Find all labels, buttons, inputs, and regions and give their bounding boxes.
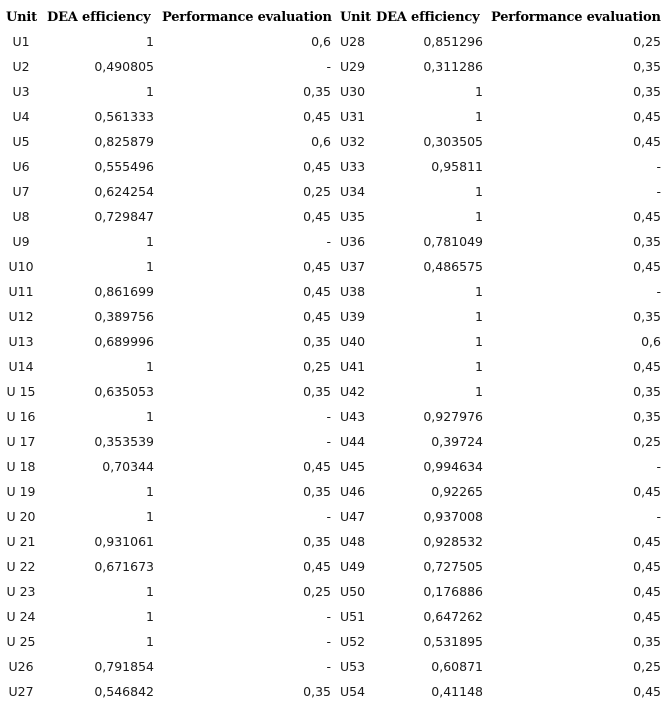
unit-cell: U 18: [6, 459, 36, 474]
header-perf-right: Performance evaluation: [491, 10, 661, 25]
unit-cell: U34: [340, 184, 366, 199]
unit-cell: U12: [8, 309, 34, 324]
dea-efficiency-cell: 0,303505: [423, 134, 483, 149]
dea-efficiency-cell: 0,486575: [423, 259, 483, 274]
unit-cell: U2: [12, 59, 30, 74]
unit-cell: U35: [340, 209, 366, 224]
unit-cell: U45: [340, 459, 366, 474]
unit-cell: U33: [340, 159, 366, 174]
dea-efficiency-cell: 0,92265: [431, 484, 483, 499]
dea-efficiency-cell: 1: [475, 334, 483, 349]
dea-efficiency-cell: 0,176886: [423, 584, 483, 599]
performance-evaluation-cell: 0,35: [633, 309, 661, 324]
unit-cell: U14: [8, 359, 34, 374]
unit-cell: U 16: [6, 409, 36, 424]
dea-efficiency-cell: 1: [146, 84, 154, 99]
header-perf-left: Performance evaluation: [162, 10, 332, 25]
unit-cell: U46: [340, 484, 366, 499]
dea-efficiency-cell: 0,727505: [423, 559, 483, 574]
unit-cell: U48: [340, 534, 366, 549]
performance-evaluation-cell: -: [326, 634, 331, 649]
performance-evaluation-cell: 0,35: [633, 634, 661, 649]
dea-efficiency-cell: 1: [475, 359, 483, 374]
performance-evaluation-cell: 0,35: [303, 534, 331, 549]
dea-efficiency-cell: 0,647262: [423, 609, 483, 624]
dea-efficiency-cell: 1: [475, 209, 483, 224]
dea-efficiency-cell: 1: [146, 609, 154, 624]
dea-efficiency-cell: 1: [146, 584, 154, 599]
dea-efficiency-cell: 0,689996: [94, 334, 154, 349]
dea-efficiency-cell: 0,927976: [423, 409, 483, 424]
dea-efficiency-cell: 0,353539: [94, 434, 154, 449]
unit-cell: U44: [340, 434, 366, 449]
performance-evaluation-cell: -: [326, 609, 331, 624]
unit-cell: U37: [340, 259, 366, 274]
header-dea-right: DEA efficiency: [376, 10, 480, 25]
dea-efficiency-cell: 0,555496: [94, 159, 154, 174]
dea-efficiency-cell: 0,41148: [431, 684, 483, 699]
performance-evaluation-cell: 0,6: [311, 134, 331, 149]
unit-cell: U49: [340, 559, 366, 574]
performance-evaluation-cell: 0,35: [303, 334, 331, 349]
dea-efficiency-cell: 0,928532: [423, 534, 483, 549]
unit-cell: U 21: [6, 534, 36, 549]
dea-efficiency-cell: 1: [475, 284, 483, 299]
performance-evaluation-cell: 0,45: [633, 484, 661, 499]
dea-efficiency-cell: 0,937008: [423, 509, 483, 524]
performance-evaluation-cell: 0,45: [633, 534, 661, 549]
unit-cell: U41: [340, 359, 366, 374]
performance-evaluation-cell: 0,45: [303, 309, 331, 324]
unit-cell: U29: [340, 59, 366, 74]
dea-efficiency-cell: 0,729847: [94, 209, 154, 224]
performance-evaluation-cell: 0,45: [303, 559, 331, 574]
performance-evaluation-cell: 0,45: [633, 259, 661, 274]
unit-cell: U40: [340, 334, 366, 349]
performance-evaluation-cell: 0,35: [633, 384, 661, 399]
performance-evaluation-cell: 0,25: [303, 184, 331, 199]
performance-evaluation-cell: 0,25: [633, 434, 661, 449]
dea-efficiency-cell: 1: [146, 259, 154, 274]
unit-cell: U 25: [6, 634, 36, 649]
performance-evaluation-cell: 0,35: [303, 84, 331, 99]
unit-cell: U27: [8, 684, 34, 699]
performance-evaluation-cell: 0,45: [633, 359, 661, 374]
performance-evaluation-cell: -: [656, 459, 661, 474]
dea-efficiency-cell: 0,490805: [94, 59, 154, 74]
header-dea-left: DEA efficiency: [47, 10, 151, 25]
dea-efficiency-cell: 0,389756: [94, 309, 154, 324]
performance-evaluation-cell: 0,25: [303, 359, 331, 374]
performance-evaluation-cell: 0,35: [303, 384, 331, 399]
performance-evaluation-cell: 0,25: [633, 34, 661, 49]
unit-cell: U 23: [6, 584, 36, 599]
dea-efficiency-cell: 0,994634: [423, 459, 483, 474]
performance-evaluation-cell: -: [326, 509, 331, 524]
dea-efficiency-cell: 0,70344: [102, 459, 154, 474]
unit-cell: U50: [340, 584, 366, 599]
header-unit-right: Unit: [340, 10, 371, 25]
performance-evaluation-cell: 0,45: [303, 259, 331, 274]
performance-evaluation-cell: 0,35: [633, 84, 661, 99]
dea-efficiency-cell: 1: [146, 34, 154, 49]
unit-cell: U26: [8, 659, 34, 674]
performance-evaluation-cell: 0,45: [633, 109, 661, 124]
unit-cell: U39: [340, 309, 366, 324]
performance-evaluation-cell: 0,35: [633, 234, 661, 249]
unit-cell: U38: [340, 284, 366, 299]
dea-efficiency-cell: 1: [146, 409, 154, 424]
unit-cell: U3: [12, 84, 30, 99]
dea-efficiency-cell: 1: [475, 109, 483, 124]
dea-efficiency-cell: 1: [146, 359, 154, 374]
unit-cell: U36: [340, 234, 366, 249]
unit-cell: U31: [340, 109, 366, 124]
unit-cell: U1: [12, 34, 30, 49]
unit-cell: U6: [12, 159, 30, 174]
performance-evaluation-cell: -: [326, 234, 331, 249]
dea-efficiency-cell: 1: [475, 384, 483, 399]
unit-cell: U9: [12, 234, 30, 249]
performance-evaluation-cell: -: [326, 434, 331, 449]
performance-evaluation-cell: 0,45: [303, 459, 331, 474]
dea-efficiency-cell: 1: [475, 184, 483, 199]
dea-efficiency-cell: 0,791854: [94, 659, 154, 674]
performance-evaluation-cell: 0,35: [303, 684, 331, 699]
performance-evaluation-cell: 0,45: [303, 284, 331, 299]
performance-evaluation-cell: 0,45: [303, 209, 331, 224]
unit-cell: U 15: [6, 384, 36, 399]
dea-efficiency-cell: 0,861699: [94, 284, 154, 299]
performance-evaluation-cell: 0,45: [633, 209, 661, 224]
unit-cell: U10: [8, 259, 34, 274]
dea-efficiency-cell: 0,825879: [94, 134, 154, 149]
unit-cell: U11: [8, 284, 34, 299]
unit-cell: U 17: [6, 434, 36, 449]
unit-cell: U5: [12, 134, 30, 149]
performance-evaluation-cell: 0,45: [303, 159, 331, 174]
performance-evaluation-cell: 0,6: [641, 334, 661, 349]
unit-cell: U42: [340, 384, 366, 399]
performance-evaluation-cell: -: [656, 509, 661, 524]
performance-evaluation-cell: -: [656, 159, 661, 174]
unit-cell: U32: [340, 134, 366, 149]
performance-evaluation-cell: 0,6: [311, 34, 331, 49]
unit-cell: U53: [340, 659, 366, 674]
unit-cell: U 20: [6, 509, 36, 524]
dea-efficiency-cell: 0,931061: [94, 534, 154, 549]
performance-evaluation-cell: 0,45: [633, 134, 661, 149]
unit-cell: U 22: [6, 559, 36, 574]
dea-efficiency-cell: 1: [146, 234, 154, 249]
unit-cell: U43: [340, 409, 366, 424]
dea-efficiency-cell: 0,311286: [423, 59, 483, 74]
performance-evaluation-cell: 0,35: [303, 484, 331, 499]
dea-efficiency-cell: 1: [146, 484, 154, 499]
unit-cell: U7: [12, 184, 30, 199]
unit-cell: U47: [340, 509, 366, 524]
unit-cell: U51: [340, 609, 366, 624]
dea-efficiency-cell: 0,546842: [94, 684, 154, 699]
performance-evaluation-cell: -: [326, 409, 331, 424]
performance-evaluation-cell: -: [326, 659, 331, 674]
performance-evaluation-cell: 0,35: [633, 409, 661, 424]
performance-evaluation-cell: 0,45: [633, 584, 661, 599]
unit-cell: U 24: [6, 609, 36, 624]
dea-efficiency-cell: 0,531895: [423, 634, 483, 649]
dea-efficiency-cell: 0,851296: [423, 34, 483, 49]
unit-cell: U13: [8, 334, 34, 349]
unit-cell: U54: [340, 684, 366, 699]
dea-efficiency-cell: 0,60871: [431, 659, 483, 674]
dea-efficiency-cell: 0,561333: [94, 109, 154, 124]
dea-efficiency-cell: 1: [475, 309, 483, 324]
dea-efficiency-cell: 0,781049: [423, 234, 483, 249]
performance-evaluation-cell: 0,45: [633, 609, 661, 624]
unit-cell: U8: [12, 209, 30, 224]
performance-evaluation-cell: 0,45: [633, 559, 661, 574]
dea-efficiency-cell: 1: [146, 634, 154, 649]
performance-evaluation-cell: 0,35: [633, 59, 661, 74]
dea-efficiency-cell: 0,624254: [94, 184, 154, 199]
dea-efficiency-cell: 0,95811: [431, 159, 483, 174]
performance-evaluation-cell: 0,45: [303, 109, 331, 124]
performance-evaluation-cell: -: [656, 184, 661, 199]
performance-evaluation-cell: 0,25: [633, 659, 661, 674]
unit-cell: U4: [12, 109, 30, 124]
performance-evaluation-cell: 0,45: [633, 684, 661, 699]
unit-cell: U 19: [6, 484, 36, 499]
header-unit-left: Unit: [6, 10, 37, 25]
dea-efficiency-cell: 0,635053: [94, 384, 154, 399]
performance-evaluation-cell: -: [326, 59, 331, 74]
dea-efficiency-cell: 0,671673: [94, 559, 154, 574]
performance-evaluation-cell: -: [656, 284, 661, 299]
performance-evaluation-cell: 0,25: [303, 584, 331, 599]
dea-efficiency-cell: 1: [146, 509, 154, 524]
unit-cell: U30: [340, 84, 366, 99]
unit-cell: U52: [340, 634, 366, 649]
dea-efficiency-cell: 1: [475, 84, 483, 99]
dea-efficiency-cell: 0,39724: [431, 434, 483, 449]
unit-cell: U28: [340, 34, 366, 49]
